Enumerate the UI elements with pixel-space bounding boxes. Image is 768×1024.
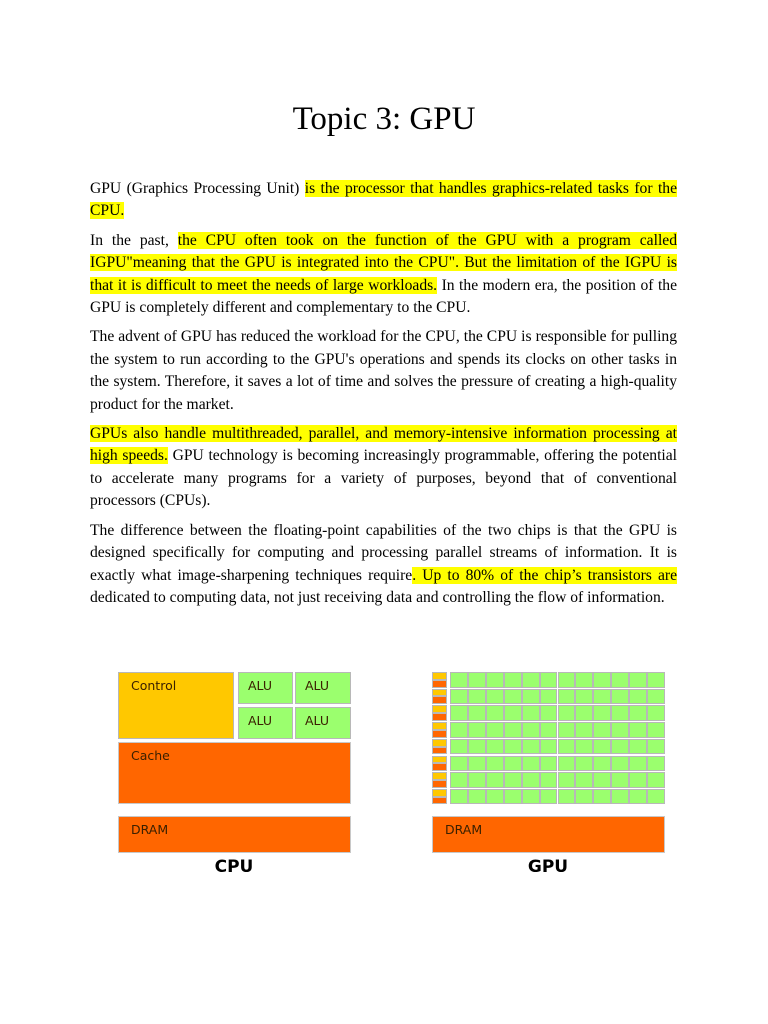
gpu-alu-cell [647,756,665,772]
gpu-alu-cell [468,772,486,788]
gpu-alu-cell [504,739,522,755]
gpu-control-unit [432,689,447,697]
gpu-alu-cell [450,772,468,788]
text-run: In the modern era, the position of the GPU is completely different and complementary to the CPU. [90,276,677,317]
gpu-alu-cell [522,756,540,772]
gpu-alu-cell [468,689,486,705]
gpu-alu-cell [540,772,558,788]
gpu-alu-cell [629,756,647,772]
gpu-alu-cell [575,789,593,805]
gpu-control-unit [432,772,447,780]
gpu-alu-cell [522,772,540,788]
cpu-caption: CPU [214,857,254,877]
cpu-alu-block [238,672,293,704]
gpu-alu-cell [647,705,665,721]
gpu-alu-cell [558,689,576,705]
cpu-alu-block [295,672,351,704]
gpu-alu-cell [468,672,486,688]
gpu-alu-cell [629,722,647,738]
gpu-cache-unit [432,763,447,771]
text-run: GPU technology is becoming increasingly programmable, offering the potential to accelerate many programs for a variety of purposes, beyond that of conventional processors (CPUs). [90,447,678,510]
gpu-alu-cell [504,756,522,772]
gpu-alu-cell [629,789,647,805]
gpu-alu-cell [450,672,468,688]
gpu-cache-unit [432,730,447,738]
gpu-alu-cell [647,722,665,738]
gpu-alu-cell [468,739,486,755]
paragraph [90,520,677,610]
gpu-alu-cell [593,772,611,788]
gpu-control-unit [432,789,447,797]
gpu-alu-cell [593,756,611,772]
gpu-alu-cell [611,789,629,805]
gpu-cache-unit [432,747,447,755]
gpu-alu-cell [540,756,558,772]
gpu-alu-cell [575,739,593,755]
gpu-alu-cell [611,756,629,772]
cpu-cache-label: Cache [131,748,170,763]
gpu-alu-cell [540,739,558,755]
gpu-alu-cell [558,739,576,755]
gpu-alu-cell [468,722,486,738]
gpu-alu-cell [540,722,558,738]
gpu-alu-cell [575,689,593,705]
gpu-dram-label: DRAM [445,822,483,837]
cpu-alu-label: ALU [305,713,330,728]
gpu-alu-cell [486,756,504,772]
gpu-alu-cell [593,722,611,738]
gpu-alu-cell [540,672,558,688]
paragraph [90,423,677,513]
gpu-alu-cell [647,672,665,688]
gpu-alu-cell [450,705,468,721]
gpu-alu-cell [486,722,504,738]
text-run: GPU (Graphics Processing Unit) [90,180,305,197]
gpu-alu-cell [522,739,540,755]
gpu-alu-cell [522,789,540,805]
gpu-alu-cell [468,756,486,772]
document-body [90,178,677,616]
gpu-alu-cell [558,672,576,688]
cpu-alu-block [238,707,293,739]
gpu-control-unit [432,672,447,680]
gpu-caption: GPU [527,857,569,877]
gpu-alu-cell [504,705,522,721]
gpu-alu-cell [486,739,504,755]
gpu-alu-cell [468,789,486,805]
gpu-control-unit [432,722,447,730]
text-run: The advent of GPU has reduced the workload for the CPU, the CPU is responsible for pulling the system to run according to the GPU's operations and spends its clocks on other tasks in the system. Therefore, it saves a lot of time and solves the pressure of creating a high-quality product for the market. [90,328,677,413]
gpu-alu-cell [522,705,540,721]
gpu-alu-cell [486,789,504,805]
cpu-alu-block [295,707,351,739]
gpu-alu-cell [629,689,647,705]
cpu-dram-label: DRAM [131,822,169,837]
gpu-alu-cell [504,689,522,705]
gpu-control-unit [432,756,447,764]
highlighted-text: . Up to 80% of the chip’s transistors are [412,566,677,584]
gpu-alu-cell [593,689,611,705]
text-run: In the past, [90,231,178,249]
gpu-alu-cell [558,789,576,805]
gpu-alu-cell [629,705,647,721]
text-run: The difference between the floating-point capabilities of the two chips is that the GPU is designed specifically for computing and processing parallel streams of information. It is exactly what image-sharpening techniques require [90,521,677,584]
gpu-alu-cell [611,739,629,755]
paragraph [90,178,677,223]
gpu-alu-cell [486,672,504,688]
gpu-core-grid [432,672,665,805]
gpu-alu-cell [450,756,468,772]
highlighted-text: GPUs also handle multithreaded, parallel, and memory-intensive information processing at high speeds. [90,425,677,465]
gpu-cache-unit [432,696,447,704]
cpu-alu-label: ALU [248,678,273,693]
gpu-alu-cell [575,705,593,721]
gpu-alu-cell [540,789,558,805]
gpu-alu-cell [593,672,611,688]
gpu-control-unit [432,705,447,713]
gpu-alu-cell [558,772,576,788]
gpu-alu-cell [558,705,576,721]
gpu-alu-cell [504,672,522,688]
gpu-alu-cell [593,705,611,721]
gpu-alu-cell [575,772,593,788]
gpu-alu-cell [468,705,486,721]
gpu-alu-cell [647,689,665,705]
gpu-alu-cell [522,689,540,705]
gpu-alu-cell [593,739,611,755]
gpu-alu-cell [450,789,468,805]
gpu-alu-cell [504,789,522,805]
cpu-control-block [118,672,234,739]
gpu-alu-cell [486,705,504,721]
gpu-alu-cell [629,739,647,755]
gpu-alu-cell [611,705,629,721]
gpu-alu-cell [611,722,629,738]
gpu-alu-cell [575,722,593,738]
gpu-cache-unit [432,713,447,721]
gpu-cache-unit [432,780,447,788]
gpu-alu-cell [629,772,647,788]
text-run: dedicated to computing data, not just receiving data and controlling the flow of information. [90,588,665,606]
highlighted-text: the CPU often took on the function of the GPU with a program called IGPU"meaning that the GPU is integrated into the CPU". But the limitation of the IGPU is that it is difficult to meet the needs of large workloads. [90,231,677,294]
gpu-alu-cell [540,689,558,705]
gpu-alu-cell [522,672,540,688]
gpu-alu-cell [522,722,540,738]
gpu-alu-cell [486,689,504,705]
gpu-alu-cell [629,672,647,688]
gpu-alu-cell [593,789,611,805]
paragraph [90,326,677,416]
gpu-alu-cell [450,722,468,738]
cpu-dram-block [118,816,351,853]
gpu-alu-cell [450,689,468,705]
cpu-control-label: Control [131,678,177,693]
gpu-alu-cell [540,705,558,721]
gpu-alu-cell [504,722,522,738]
gpu-alu-cell [504,772,522,788]
cpu-alu-label: ALU [305,678,330,693]
gpu-dram-block [432,816,665,853]
gpu-alu-cell [486,772,504,788]
gpu-alu-cell [611,689,629,705]
gpu-alu-cell [575,756,593,772]
gpu-alu-cell [647,789,665,805]
gpu-alu-cell [647,772,665,788]
page-title: Topic 3: GPU [292,101,476,137]
gpu-alu-cell [611,772,629,788]
gpu-alu-cell [575,672,593,688]
cpu-cache-block [118,742,351,804]
gpu-alu-cell [611,672,629,688]
gpu-control-unit [432,739,447,747]
gpu-alu-cell [558,722,576,738]
gpu-cache-unit [432,797,447,805]
gpu-alu-cell [558,756,576,772]
paragraph [90,230,677,320]
gpu-alu-cell [647,739,665,755]
cpu-alu-label: ALU [248,713,273,728]
gpu-cache-unit [432,680,447,688]
highlighted-text: is the processor that handles graphics-related tasks for the CPU. [90,180,677,220]
gpu-alu-cell [450,739,468,755]
